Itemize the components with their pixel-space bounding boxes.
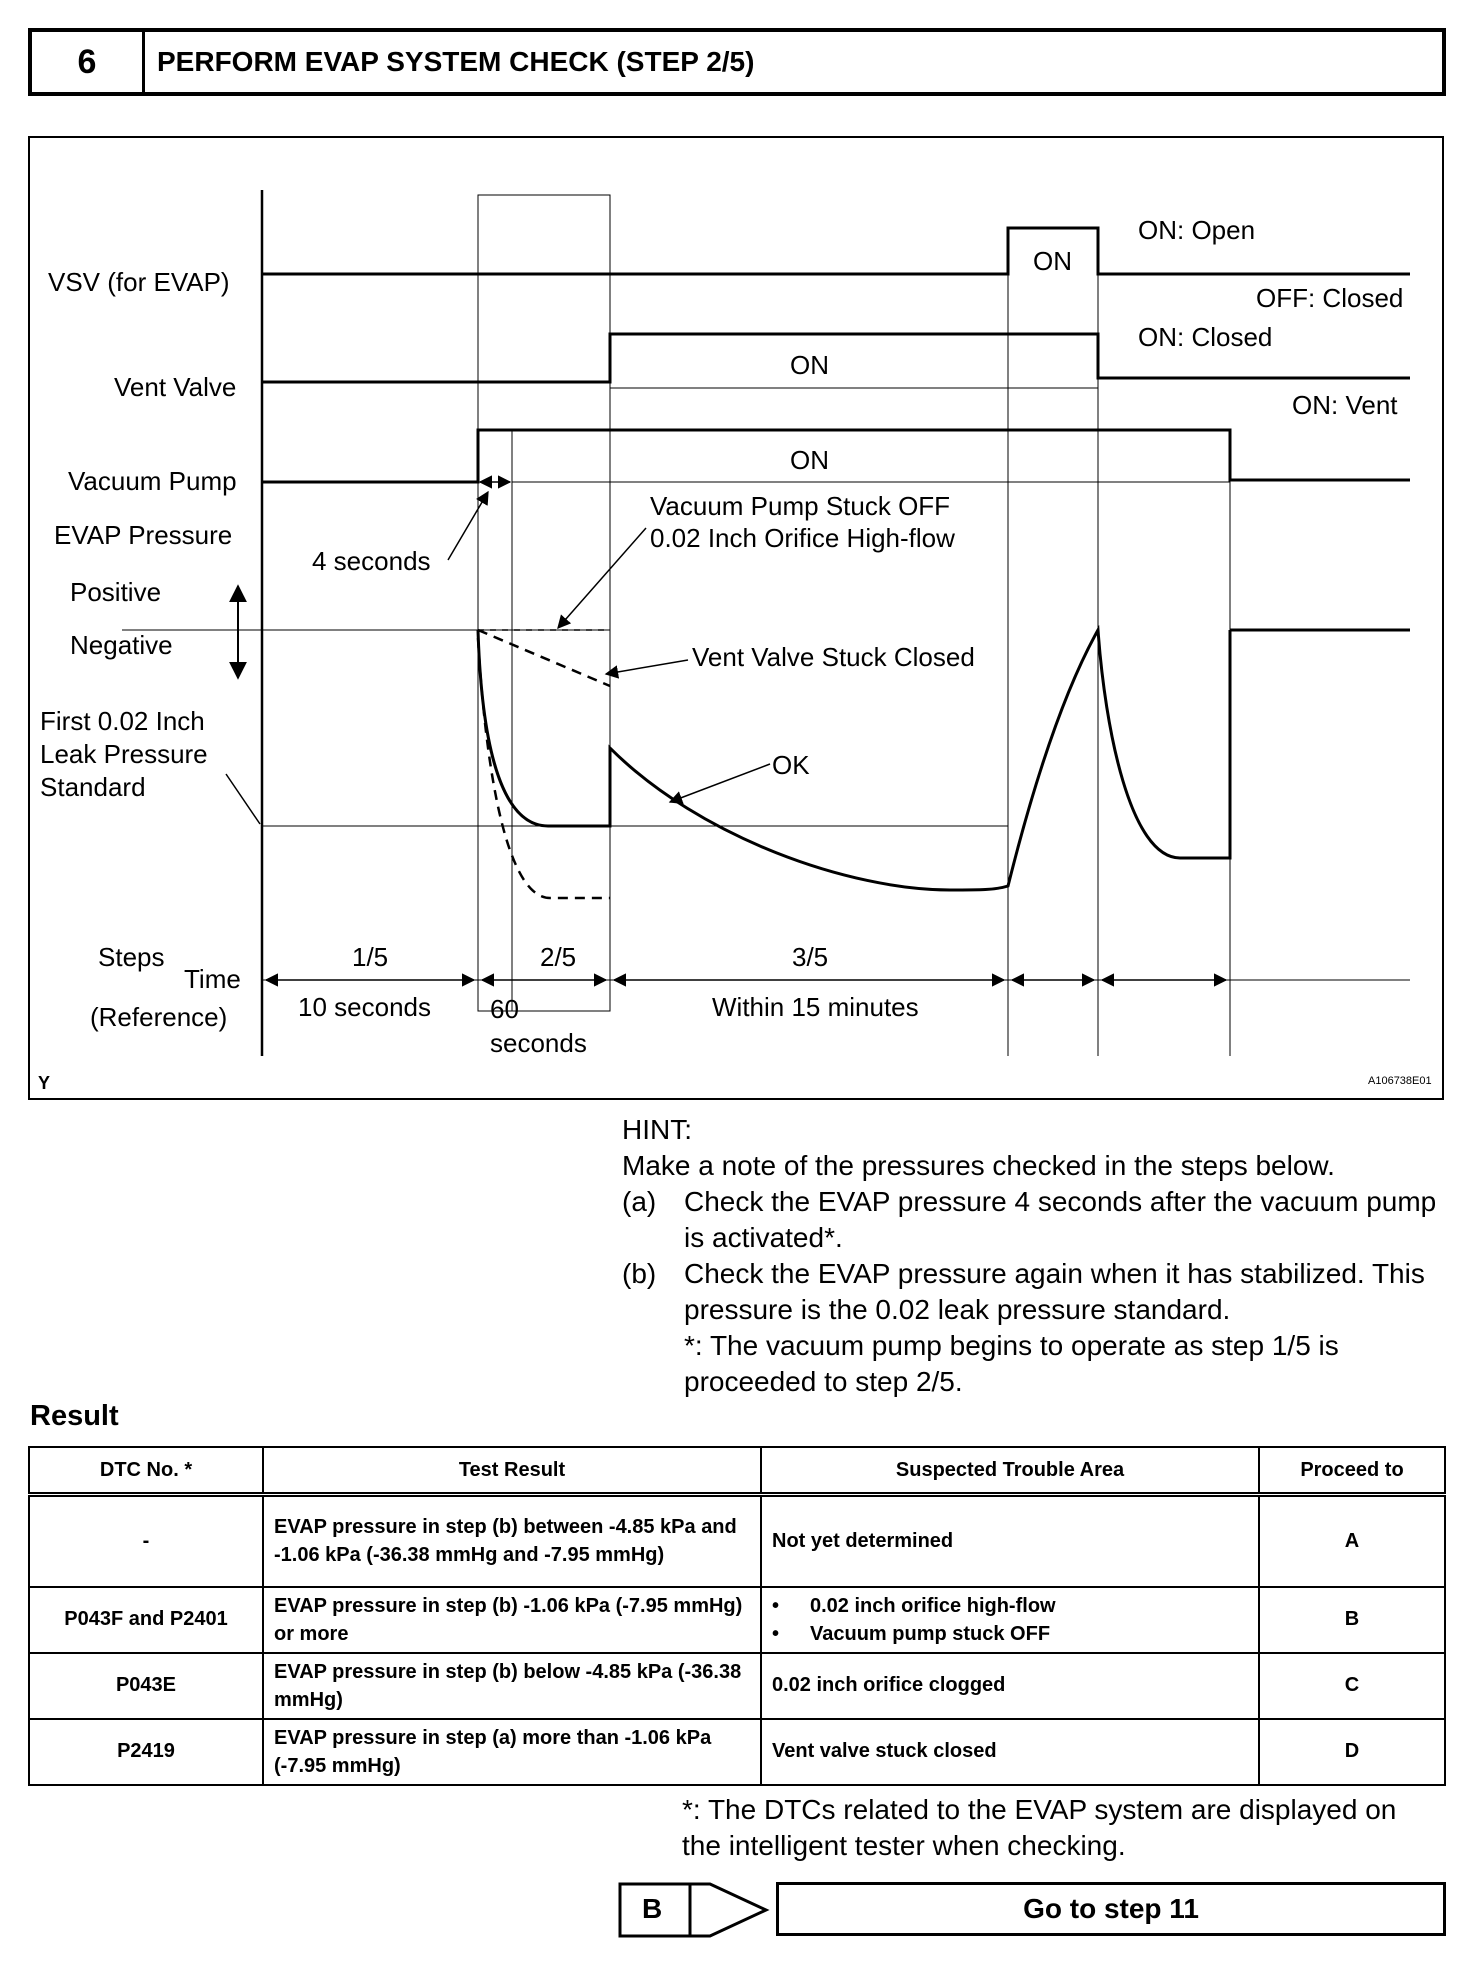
label-leak-standard-3: Standard: [40, 772, 146, 802]
trouble-area-text: 0.02 inch orifice high-flow: [810, 1594, 1056, 1617]
hint-block: [622, 1112, 1442, 1400]
label-negative: Negative: [70, 630, 173, 660]
goto-step-link[interactable]: Go to step 11: [776, 1882, 1446, 1936]
label-steps: Steps: [98, 942, 165, 972]
label-vsv-on-open: ON: Open: [1138, 215, 1256, 245]
step-label-3: 3/5: [792, 942, 829, 972]
label-vsv-off-closed: OFF: Closed: [1256, 283, 1404, 313]
header-dtc: DTC No. *: [29, 1447, 263, 1495]
annotation-pump-stuck-1: Vacuum Pump Stuck OFF: [650, 491, 951, 521]
hint-item: [622, 1184, 1442, 1256]
step-title: PERFORM EVAP SYSTEM CHECK (STEP 2/5): [157, 46, 755, 77]
table-row: [29, 1495, 1445, 1587]
hint-intro: Make a note of the pressures checked in the steps below.: [622, 1150, 1335, 1181]
footnote: *: The DTCs related to the EVAP system are displayed on the intelligent tester when checking.: [682, 1794, 1397, 1861]
list-item: [772, 1620, 1248, 1648]
step-number: 6: [32, 32, 145, 92]
vent-stuck-arrow: [606, 660, 688, 674]
cell-dtc: -: [29, 1495, 263, 1587]
annotation-ok: OK: [772, 750, 810, 780]
table-row: [29, 1653, 1445, 1719]
header-trouble-area: Suspected Trouble Area: [761, 1447, 1259, 1495]
bullet-icon: •: [772, 1594, 780, 1617]
label-reference: (Reference): [90, 1002, 228, 1032]
cell-proceed: C: [1259, 1653, 1445, 1719]
corner-mark: Y: [38, 1073, 51, 1093]
label-positive: Positive: [70, 577, 162, 607]
hint-item-text: Check the EVAP pressure again when it has stabilized. This pressure is the 0.02 leak pressure standard.: [684, 1258, 1425, 1325]
result-title: Result: [30, 1400, 119, 1432]
cell-test-result: EVAP pressure in step (b) below -4.85 kPa (-36.38 mmHg): [263, 1653, 761, 1719]
vacuum-pump-signal: [262, 430, 1410, 482]
step-label-1: 1/5: [352, 942, 389, 972]
figure-id: A106738E01: [1368, 1075, 1432, 1087]
hint-item: [622, 1256, 1442, 1328]
label-leak-standard-1: First 0.02 Inch: [40, 706, 205, 736]
choice-label: B: [642, 1893, 663, 1924]
annotation-four-seconds: 4 seconds: [312, 546, 431, 576]
time-label-2b: seconds: [490, 1028, 587, 1058]
header-test-result: Test Result: [263, 1447, 761, 1495]
step-window-box: [478, 195, 610, 1011]
timing-diagram: [28, 136, 1444, 1100]
result-table: [28, 1446, 1446, 1786]
trouble-area-text: Vacuum pump stuck OFF: [810, 1622, 1051, 1645]
table-header-row: [29, 1447, 1445, 1495]
step-header: [28, 28, 1446, 96]
annotation-vent-stuck: Vent Valve Stuck Closed: [692, 642, 975, 672]
time-label-3: Within 15 minutes: [712, 992, 919, 1022]
hint-heading: HINT:: [622, 1114, 692, 1145]
label-vsv: VSV (for EVAP): [48, 267, 230, 297]
label-pump-on: ON: [790, 445, 829, 475]
annotation-pump-stuck-2: 0.02 Inch Orifice High-flow: [650, 523, 955, 553]
label-vent-valve: Vent Valve: [114, 372, 237, 402]
header-proceed-to: Proceed to: [1259, 1447, 1445, 1495]
cell-trouble-area: [761, 1587, 1259, 1653]
timing-diagram-graphic: [30, 138, 1446, 1102]
cell-proceed: A: [1259, 1495, 1445, 1587]
pump-stuck-arrow: [558, 528, 646, 628]
table-row: [29, 1587, 1445, 1653]
table-row: [29, 1719, 1445, 1785]
hint-item-key: (b): [622, 1258, 657, 1289]
cell-dtc: P2419: [29, 1719, 263, 1785]
cell-test-result: EVAP pressure in step (b) between -4.85 kPa and -1.06 kPa (-36.38 mmHg and -7.95 mmHg): [263, 1495, 761, 1587]
hint-item-text: Check the EVAP pressure 4 seconds after the vacuum pump is activated*.: [684, 1186, 1437, 1253]
leak-standard-pointer: [226, 774, 260, 824]
cell-trouble-area: 0.02 inch orifice clogged: [761, 1653, 1259, 1719]
cell-proceed: D: [1259, 1719, 1445, 1785]
four-seconds-arrow: [448, 492, 488, 560]
hint-item-key: (a): [622, 1186, 657, 1217]
label-leak-standard-2: Leak Pressure: [40, 739, 208, 769]
label-evap-pressure: EVAP Pressure: [54, 520, 233, 550]
label-vent-on: ON: [790, 350, 829, 380]
cell-proceed: B: [1259, 1587, 1445, 1653]
time-label-2a: 60: [490, 994, 519, 1024]
cell-test-result: EVAP pressure in step (b) -1.06 kPa (-7.95 mmHg) or more: [263, 1587, 761, 1653]
cell-trouble-area: Not yet determined: [761, 1495, 1259, 1587]
vent-stuck-dashed-curve: [478, 630, 610, 686]
hint-note: *: The vacuum pump begins to operate as step 1/5 is proceeded to step 2/5.: [684, 1330, 1339, 1397]
label-vsv-on: ON: [1033, 246, 1072, 276]
label-vacuum-pump: Vacuum Pump: [68, 466, 237, 496]
bullet-icon: •: [772, 1622, 780, 1645]
list-item: [772, 1592, 1248, 1620]
cell-dtc: P043F and P2401: [29, 1587, 263, 1653]
label-time: Time: [184, 964, 241, 994]
cell-trouble-area: Vent valve stuck closed: [761, 1719, 1259, 1785]
label-vent-on-closed: ON: Closed: [1138, 322, 1273, 352]
ok-arrow: [670, 764, 770, 802]
choice-b-marker[interactable]: [618, 1882, 770, 1943]
cell-dtc: P043E: [29, 1653, 263, 1719]
choice-arrow-icon: [618, 1882, 770, 1938]
step-label-2: 2/5: [540, 942, 577, 972]
time-label-1: 10 seconds: [298, 992, 431, 1022]
cell-test-result: EVAP pressure in step (a) more than -1.06 kPa (-7.95 mmHg): [263, 1719, 761, 1785]
label-vent-on-vent: ON: Vent: [1292, 390, 1398, 420]
